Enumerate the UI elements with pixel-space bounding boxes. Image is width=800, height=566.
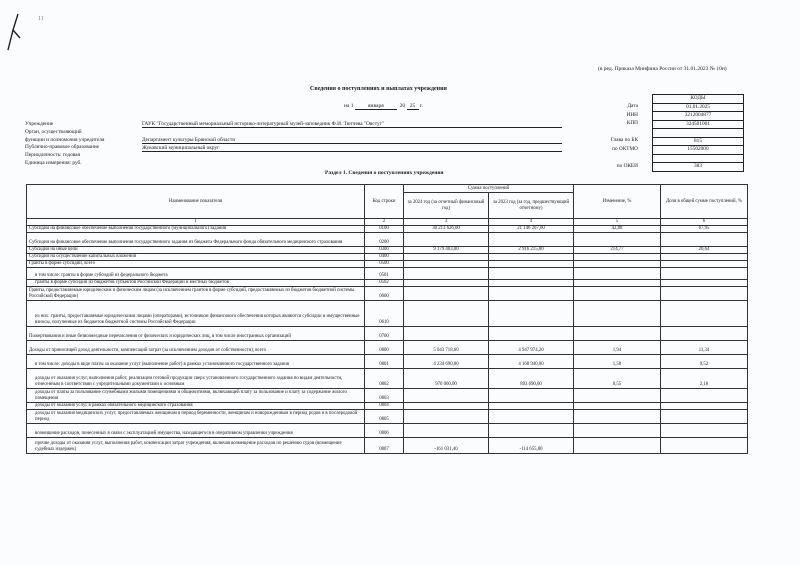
row-name: в том числе: доходы в виде платы за оказание услуг (выполнение работ) в рамках установленного государственного задания <box>27 355 365 369</box>
row-sum-2023 <box>489 389 574 403</box>
row-code: 0700 <box>365 327 404 341</box>
header-name: Наименование показателя <box>27 185 365 219</box>
row-code: 0500 <box>365 261 404 268</box>
code-label-kpp: КПП <box>626 120 638 126</box>
receipts-table <box>26 184 748 454</box>
row-name: в том числе: гранты в форме субсидий из федерального бюджета <box>27 268 365 280</box>
table-row <box>27 261 748 268</box>
date-year: 25 <box>407 103 419 110</box>
header-sum-group: Сумма поступлений <box>404 185 574 193</box>
row-sum-2023 <box>489 301 574 327</box>
row-share <box>661 261 748 268</box>
row-sum-2024: -161 031,40 <box>404 438 489 454</box>
row-sum-2023 <box>489 268 574 280</box>
row-code: 0100 <box>365 226 404 233</box>
row-name: Субсидии на осуществление капитальных вложений <box>27 254 365 261</box>
row-name: Гранты в форме субсидий, всего <box>27 261 365 268</box>
row-sum-2023 <box>489 327 574 341</box>
row-code: 0200 <box>365 233 404 247</box>
page-number: 11 <box>38 16 44 22</box>
document-title: Сведения о поступлениях и выплатах учреждения <box>310 86 447 92</box>
table-row <box>27 389 748 403</box>
row-sum-2024 <box>404 280 489 287</box>
table-row <box>27 226 748 233</box>
row-share <box>661 268 748 280</box>
code-label-glava-bk: Глава по БК <box>610 137 638 143</box>
row-sum-2024 <box>404 327 489 341</box>
row-name: гранты в форме субсидий из бюджетов субъектов Российской Федерации и местных бюджетов <box>27 280 365 287</box>
table-row <box>27 233 748 247</box>
row-code: 0300 <box>365 247 404 254</box>
row-change <box>574 287 661 301</box>
label-periodicity: Периодичность: годовая <box>25 152 80 159</box>
row-sum-2024 <box>404 233 489 247</box>
row-sum-2024 <box>404 261 489 268</box>
row-share <box>661 438 748 454</box>
row-name: Доходы от приносящей доход деятельности, компенсаций затрат (за исключением доходов от собственности), всего <box>27 341 365 355</box>
row-change <box>574 254 661 261</box>
row-sum-2024: 30 213 626,00 <box>404 226 489 233</box>
row-name: Пожертвования и иные безвозмездные перечисления от физических и юридических лиц, в том числе иностранных организаций <box>27 327 365 341</box>
date-prefix: на 1 <box>344 103 354 109</box>
row-sum-2023: 4 947 974,20 <box>489 341 574 355</box>
row-share <box>661 403 748 410</box>
row-share <box>661 233 748 247</box>
row-name: Гранты, предоставляемые юридическим и физическим лицам (за исключением грантов в форме субсидий, предоставляемых из бюджетов бюджетной системы Российской Федерации) <box>27 287 365 301</box>
col-number-3: 3 <box>404 219 489 226</box>
row-change <box>574 233 661 247</box>
header-2023: за 2023 год (за год, предшествующий отчетному) <box>489 193 574 219</box>
row-change <box>574 389 661 403</box>
code-glava-bk: 815 <box>653 137 744 146</box>
row-sum-2023 <box>489 233 574 247</box>
row-code: 0502 <box>365 280 404 287</box>
table-row <box>27 424 748 438</box>
code-oktmo: 15502000 <box>653 146 744 155</box>
col-number-4: 4 <box>489 219 574 226</box>
table-row <box>27 438 748 454</box>
field-labels <box>25 121 104 168</box>
row-code: 0501 <box>365 268 404 280</box>
table-row <box>27 403 748 410</box>
row-share: 67,95 <box>661 226 748 233</box>
public-entity-name: Жуковский муниципальный округ <box>142 145 562 152</box>
row-change: 214,77 <box>574 247 661 254</box>
row-code: 0800 <box>365 341 404 355</box>
header-2024: за 2024 год (за отчетный финансовый год) <box>404 193 489 219</box>
col-number-2: 2 <box>365 219 404 226</box>
row-share <box>661 301 748 327</box>
date-month: января <box>355 103 397 110</box>
row-change <box>574 410 661 424</box>
codes-header: КОДЫ <box>653 95 744 104</box>
row-name: из них: гранты, предоставляемые юридическими лицами (операторами), источником финансового обеспечения которых являются субсидии и имущественные взносы, полученные из бюджетов бюджетной системы Российской Федерации <box>27 301 365 327</box>
institution-name: ГАУК "Государственный мемориальный историко-литературный музей-заповедник Ф.И. Тютчева "Овстуг" <box>142 121 562 128</box>
row-change: 8,55 <box>574 369 661 389</box>
row-sum-2024 <box>404 403 489 410</box>
row-sum-2024: 5 043 718,60 <box>404 341 489 355</box>
code-label-okei: по ОКЕИ <box>616 162 638 169</box>
header-code: Код строки <box>365 185 404 219</box>
date-year-prefix: 20 <box>399 103 406 109</box>
row-change <box>574 403 661 410</box>
row-sum-2024: 4 234 690,00 <box>404 355 489 369</box>
table-row <box>27 327 748 341</box>
row-sum-2024 <box>404 268 489 280</box>
row-code: 0610 <box>365 301 404 327</box>
code-label-oktmo: по ОКТМО <box>612 145 638 152</box>
row-share <box>661 280 748 287</box>
code-label-inn: ИНН <box>626 111 638 118</box>
row-share <box>661 424 748 438</box>
table-row <box>27 410 748 424</box>
code-okei: 383 <box>653 163 744 172</box>
row-sum-2023: 4 168 940,00 <box>489 355 574 369</box>
report-date-line <box>344 103 423 110</box>
row-name: Субсидии на иные цели <box>27 247 365 254</box>
table-row <box>27 268 748 280</box>
code-inn: 3212004877 <box>653 112 744 121</box>
row-change <box>574 280 661 287</box>
row-code: 0600 <box>365 287 404 301</box>
row-change <box>574 424 661 438</box>
row-sum-2024: 970 060,00 <box>404 369 489 389</box>
header-share: Доля в общей сумме поступлений, % <box>661 185 748 219</box>
row-sum-2023 <box>489 287 574 301</box>
row-code: 0807 <box>365 438 404 454</box>
row-name: Субсидии на финансовое обеспечение выполнения государственного задания из бюджета Федерального фонда обязательного медицинского страхования <box>27 233 365 247</box>
row-code: 0801 <box>365 355 404 369</box>
table-row <box>27 287 748 301</box>
code-labels <box>611 102 638 170</box>
row-sum-2023: 21 146 207,00 <box>489 226 574 233</box>
codes-table <box>652 94 744 172</box>
row-sum-2024 <box>404 410 489 424</box>
row-sum-2024 <box>404 424 489 438</box>
table-row <box>27 341 748 355</box>
row-sum-2023: -114 655,80 <box>489 438 574 454</box>
label-founder-2: функции и полномочия учредителя <box>25 136 105 143</box>
header-change: Изменение, % <box>574 185 661 219</box>
handwritten-signature <box>4 12 26 52</box>
row-sum-2024 <box>404 389 489 403</box>
code-kpp: 324501001 <box>653 120 744 129</box>
row-sum-2024 <box>404 287 489 301</box>
row-name: доходы от платы за пользование служебными жилыми помещениями и общежитиями, включающей плату за пользование и плату за содержание жилого помещения <box>27 389 365 403</box>
code-empty-2 <box>653 154 744 163</box>
code-date: 01.01.2025 <box>653 103 744 112</box>
table-row <box>27 254 748 261</box>
row-code: 0806 <box>365 424 404 438</box>
row-change: 42,88 <box>574 226 661 233</box>
row-code: 0802 <box>365 369 404 389</box>
label-public-entity: Публично-правовое образование <box>25 144 100 151</box>
code-label-date: Дата <box>627 103 638 109</box>
row-change <box>574 327 661 341</box>
row-name: доходы от оказания услуг в рамках обязательного медицинского страхования <box>27 403 365 410</box>
row-code: 0804 <box>365 403 404 410</box>
row-name: Субсидии на финансовое обеспечение выполнения государственного (муниципального) задания <box>27 226 365 233</box>
row-change: 1,58 <box>574 355 661 369</box>
table-row <box>27 301 748 327</box>
row-sum-2023 <box>489 261 574 268</box>
row-sum-2023: 2 916 215,00 <box>489 247 574 254</box>
row-share <box>661 254 748 261</box>
section-title: Раздел 1. Сведения о поступлениях учреждения <box>325 170 444 176</box>
table-row <box>27 369 748 389</box>
label-institution: Учреждение <box>25 121 54 127</box>
col-number-6: 6 <box>661 219 748 226</box>
label-founder-1: Орган, осуществляющий <box>25 128 82 135</box>
label-unit: Единица измерения: руб. <box>25 159 82 166</box>
code-empty-1 <box>653 129 744 138</box>
row-share: 20,64 <box>661 247 748 254</box>
row-sum-2023 <box>489 254 574 261</box>
table-row <box>27 355 748 369</box>
row-sum-2023 <box>489 403 574 410</box>
row-code: 0805 <box>365 410 404 424</box>
row-name: доходы от оказания медицинских услуг, предоставляемых женщинам в период беременности, женщинам и новорожденным в период родов и в послеродовой период <box>27 410 365 424</box>
row-sum-2023 <box>489 280 574 287</box>
date-suffix: г. <box>419 103 423 109</box>
row-share <box>661 327 748 341</box>
founder-name: Департамент культуры Брянской области <box>142 137 562 144</box>
row-sum-2023 <box>489 424 574 438</box>
table-row <box>27 280 748 287</box>
row-share: 9,52 <box>661 355 748 369</box>
row-share: 2,18 <box>661 369 748 389</box>
row-share <box>661 389 748 403</box>
row-sum-2024 <box>404 301 489 327</box>
row-sum-2023: 893 690,00 <box>489 369 574 389</box>
row-name: возмещение расходов, понесенных в связи с эксплуатацией имущества, находящегося в оперативном управлении учреждения <box>27 424 365 438</box>
row-sum-2024 <box>404 254 489 261</box>
row-sum-2024: 9 179 403,00 <box>404 247 489 254</box>
col-number-5: 5 <box>574 219 661 226</box>
row-change <box>574 438 661 454</box>
row-name: доходы от оказания услуг, выполнения работ, реализации готовой продукции сверх установленного государственного задания по видам деятельности, отнесенным в соответствии с учредительными документами к основным <box>27 369 365 389</box>
edit-note: (в ред. Приказа Минфина России от 31.01.2023 № 10н) <box>598 66 727 72</box>
col-number-1: 1 <box>27 219 365 226</box>
row-share <box>661 287 748 301</box>
table-row <box>27 247 748 254</box>
row-code: 0803 <box>365 389 404 403</box>
row-change <box>574 301 661 327</box>
row-code: 0400 <box>365 254 404 261</box>
row-share: 11,34 <box>661 341 748 355</box>
row-share <box>661 410 748 424</box>
row-name: прочие доходы от оказания услуг, выполнения работ, компенсации затрат учреждения, включая возмещение расходов по решению судов (возмещение судебных издержек) <box>27 438 365 454</box>
row-change: 1,94 <box>574 341 661 355</box>
row-sum-2023 <box>489 410 574 424</box>
row-change <box>574 261 661 268</box>
row-change <box>574 268 661 280</box>
